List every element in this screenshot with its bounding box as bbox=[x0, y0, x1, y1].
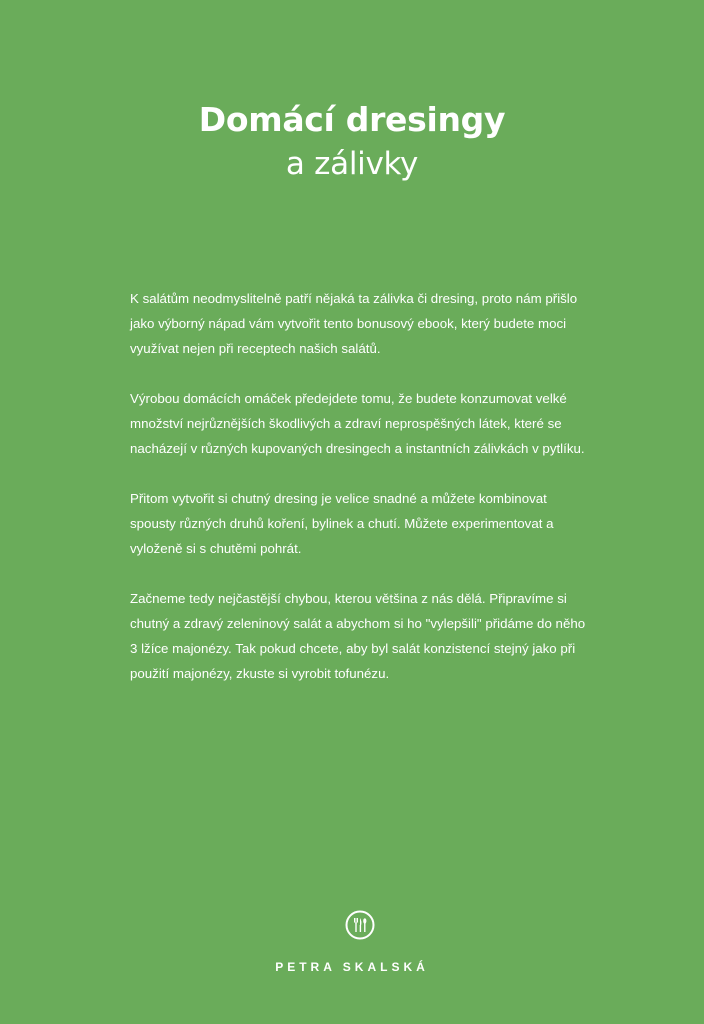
paragraph-mayonnaise: Začneme tedy nejčastější chybou, kterou většina z nás dělá. Připravíme si chutný a zdravý zeleninový salát a abychom si ho "vylepšili" přidáme do něho 3 lžíce majonézy. Tak pokud chcete, aby byl salát konzistencí stejný jako při použití majonézy, zkuste si vyrobit tofunézu. bbox=[130, 591, 586, 681]
paragraph-experiment: Přitom vytvořit si chutný dresing je velice snadné a můžete kombinovat spousty různých druhů koření, bylinek a chutí. Můžete experimentovat a vyloženě si s chutěmi pohrát. bbox=[130, 491, 554, 556]
body-text bbox=[130, 286, 590, 711]
fork-knife-spoon-icon bbox=[345, 910, 375, 940]
paragraph-intro: K salátům neodmyslitelně patří nějaká ta zálivka či dresing, proto nám přišlo jako výborný nápad vám vytvořit tento bonusový ebook, který budete moci využívat nejen při receptech našich salátů. bbox=[130, 291, 578, 356]
page-subtitle: a zálivky bbox=[285, 146, 419, 182]
brand-name: PETRA SKALSKÁ bbox=[275, 960, 429, 974]
title-block bbox=[0, 98, 704, 186]
paragraph-homemade-sauces: Výrobou domácích omáček předejdete tomu, že budete konzumovat velké množství nejrůznějších škodlivých a zdraví neprospěšných látek, které se nacházejí v různých kupovaných dresingech a instantních zálivkách v pytlíku. bbox=[130, 391, 585, 456]
page-title: Domácí dresingy bbox=[198, 100, 506, 139]
